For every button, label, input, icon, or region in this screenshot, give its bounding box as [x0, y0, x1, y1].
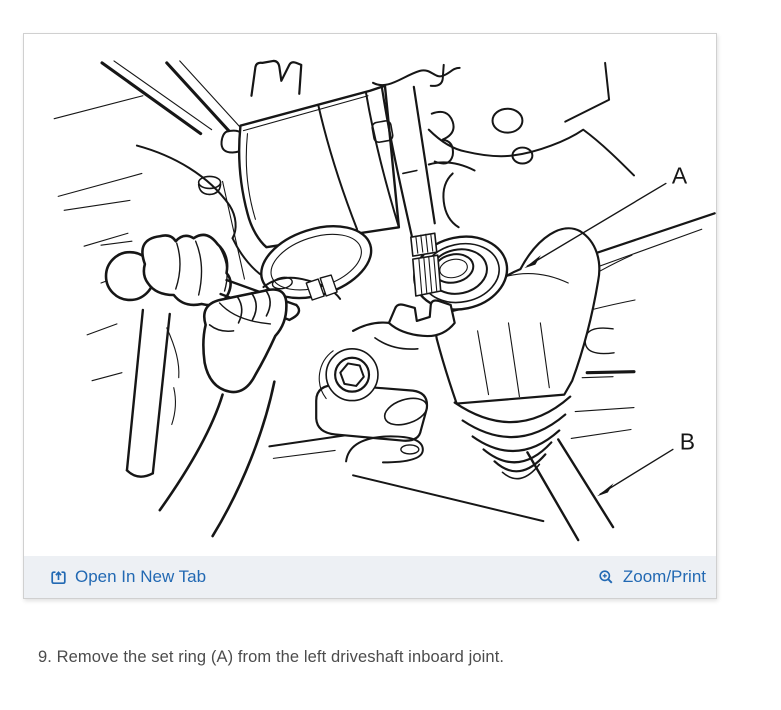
- driveshaft-boot: [455, 397, 571, 479]
- drain-plug: [199, 176, 221, 194]
- mount-cylinder: [239, 86, 399, 311]
- driveshaft: [527, 439, 613, 540]
- engine-outline: [373, 63, 634, 227]
- callout-b: [597, 428, 695, 496]
- zoom-icon: [598, 569, 615, 586]
- subframe-bolt-plate: [263, 275, 430, 441]
- top-bracket: [251, 61, 301, 96]
- hand-and-arm: [160, 290, 287, 537]
- zoom-print-label: Zoom/Print: [622, 567, 706, 586]
- diagram-image: [24, 34, 716, 556]
- instruction-text: 9. Remove the set ring (A) from the left driveshaft inboard joint.: [38, 648, 505, 666]
- open-in-new-tab-label: Open In New Tab: [75, 567, 207, 586]
- callout-b-label: B: [679, 428, 696, 455]
- open-in-new-tab-icon: [50, 569, 67, 586]
- foreground-tube: [127, 310, 170, 477]
- set-ring-hatch: [411, 233, 441, 296]
- callout-a-label: A: [671, 162, 688, 189]
- open-in-new-tab-link[interactable]: [50, 567, 206, 587]
- figure-toolbar: [24, 556, 716, 598]
- figure-panel: [23, 33, 717, 599]
- callout-b-arrowhead: [597, 483, 613, 496]
- subframe-lines: [269, 435, 543, 521]
- zoom-print-link[interactable]: [598, 567, 706, 587]
- driveshaft-diagram: [24, 34, 716, 556]
